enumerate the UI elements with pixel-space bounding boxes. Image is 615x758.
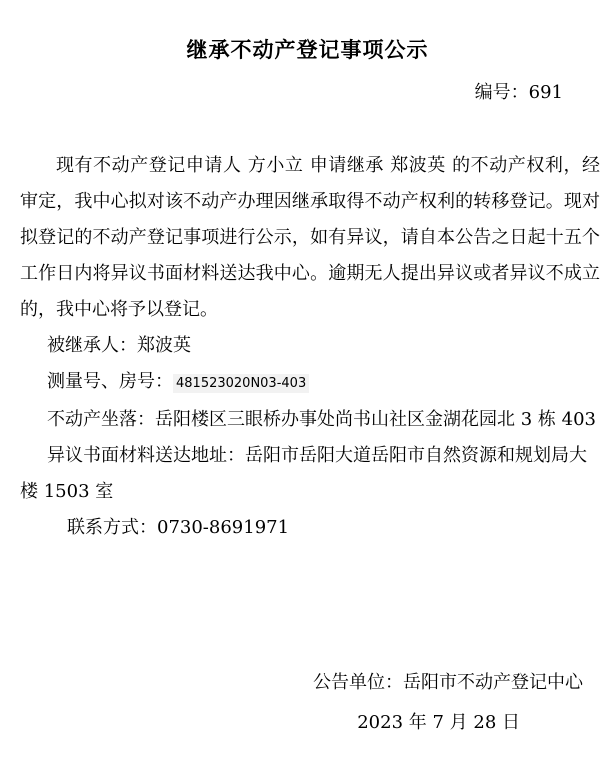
contact-line <box>20 510 600 546</box>
document-number: 编号：691 <box>474 82 563 103</box>
contact-label: 联系方式： <box>67 517 157 538</box>
objection-address-label: 异议书面材料送达地址： <box>47 445 245 466</box>
document-body <box>20 148 600 546</box>
notice-date: 2023 年 7 月 28 日 <box>357 712 520 733</box>
decedent-line <box>20 328 600 364</box>
objection-address-line <box>20 438 600 510</box>
decedent-value: 郑波英 <box>137 335 191 356</box>
document-title: 继承不动产登记事项公示 <box>186 38 429 62</box>
survey-number-value: 481523020N03-403 <box>173 374 309 393</box>
decedent-label: 被继承人： <box>47 335 137 356</box>
main-paragraph: 现有不动产登记申请人 方小立 申请继承 郑波英 的不动产权利，经审定，我中心拟对该不动产办理因继承取得不动产权利的转移登记。现对拟登记的不动产登记事项进行公示，如有异议，请自本公告之日起十五个工作日内将异议书面材料送达我中心。逾期无人提出异议或者异议不成立的，我中心将予以登记。 <box>20 155 600 320</box>
property-location-value: 岳阳楼区三眼桥办事处尚书山社区金湖花园北 3 栋 403 <box>155 409 596 430</box>
property-location-label: 不动产坐落： <box>47 409 155 430</box>
notice-unit: 公告单位：岳阳市不动产登记中心 <box>313 672 583 693</box>
survey-number-label: 测量号、房号： <box>47 371 173 392</box>
contact-value: 0730-8691971 <box>157 517 290 538</box>
objection-address-value: 岳阳市岳阳大道岳阳市自然资源和规划局大楼 1503 室 <box>20 445 587 502</box>
survey-number-line <box>20 364 600 402</box>
property-location-line <box>20 402 600 438</box>
